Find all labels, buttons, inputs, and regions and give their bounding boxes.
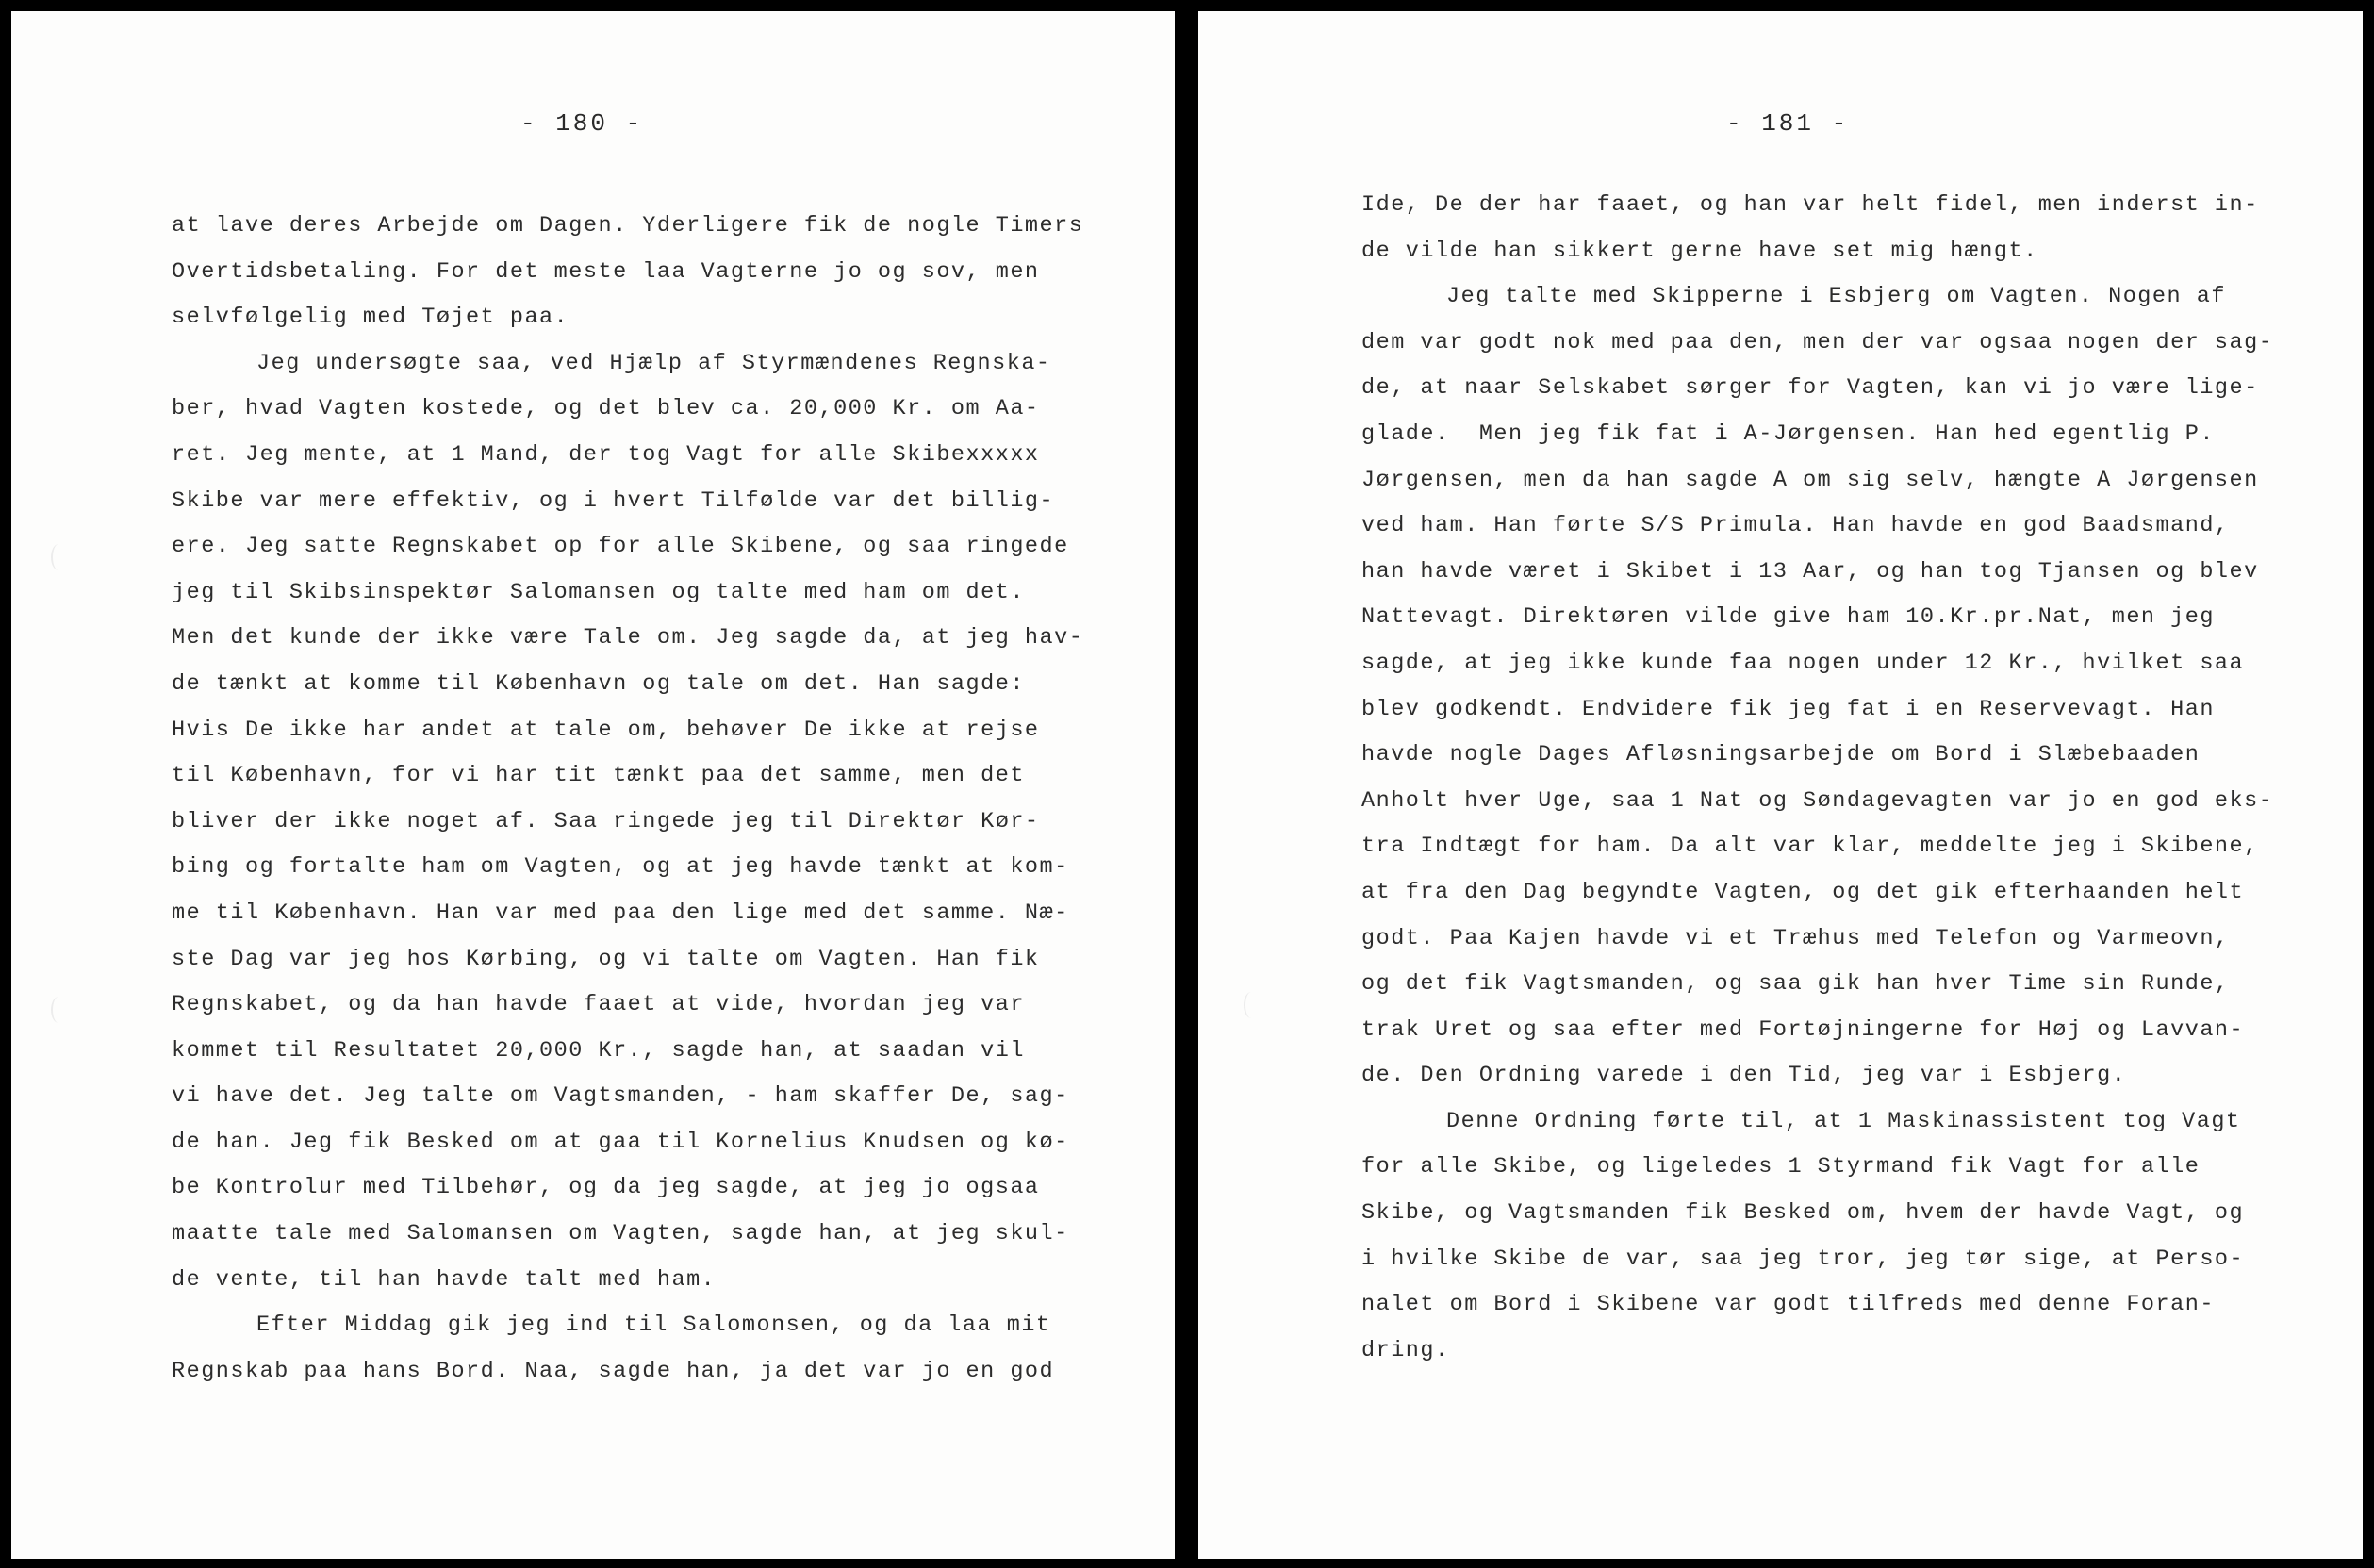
text-line: ere. Jeg satte Regnskabet op for alle Skibene, og saa ringede [172, 534, 1069, 560]
text-line: maatte tale med Salomansen om Vagten, sagde han, at jeg skul- [172, 1221, 1069, 1247]
text-line: Efter Middag gik jeg ind til Salomonsen, og da laa mit [256, 1312, 1051, 1339]
text-line: ved ham. Han førte S/S Primula. Han havde en god Baadsmand, [1361, 513, 2230, 539]
text-line: bing og fortalte ham om Vagten, og at jeg havde tænkt at kom- [172, 854, 1069, 881]
text-line: Regnskabet, og da han havde faaet at vide, hvordan jeg var [172, 992, 1025, 1018]
text-line: Jørgensen, men da han sagde A om sig selv, hængte A Jørgensen [1361, 467, 2259, 493]
text-line: til København, for vi har tit tænkt paa det samme, men det [172, 763, 1025, 789]
text-line: bliver der ikke noget af. Saa ringede jeg til Direktør Kør- [172, 808, 1040, 834]
page-number: - 180 - [520, 109, 644, 138]
page-body-text [1361, 183, 2314, 1374]
text-line: glade. Men jeg fik fat i A-Jørgensen. Han hed egentlig P. [1361, 421, 2215, 447]
text-line: de han. Jeg fik Besked om at gaa til Kornelius Knudsen og kø- [172, 1129, 1069, 1155]
text-line: de. Den Ordning varede i den Tid, jeg var i Esbjerg. [1361, 1063, 2127, 1089]
text-line: ste Dag var jeg hos Kørbing, og vi talte om Vagten. Han fik [172, 946, 1040, 972]
text-line: vi have det. Jeg talte om Vagtsmanden, - ham skaffer De, sag- [172, 1083, 1069, 1110]
text-line: Skibe var mere effektiv, og i hvert Tilfølde var det billig- [172, 487, 1055, 514]
text-line: Jeg talte med Skipperne i Esbjerg om Vagten. Nogen af [1446, 284, 2226, 310]
page-body-text [172, 204, 1114, 1395]
text-line: Jeg undersøgte saa, ved Hjælp af Styrmændenes Regnska- [256, 350, 1051, 376]
text-line: dem var godt nok med paa den, men der var ogsaa nogen der sag- [1361, 329, 2274, 355]
text-line: godt. Paa Kajen havde vi et Træhus med Telefon og Varmeovn, [1361, 925, 2230, 951]
document-page-right [1198, 11, 2363, 1559]
text-line: de tænkt at komme til København og tale om det. Han sagde: [172, 670, 1025, 697]
paper-crease-mark [51, 997, 66, 1023]
text-line: sagde, at jeg ikke kunde faa nogen under 12 Kr., hvilket saa [1361, 650, 2245, 676]
text-line: han havde været i Skibet i 13 Aar, og han tog Tjansen og blev [1361, 558, 2259, 585]
text-line: be Kontrolur med Tilbehør, og da jeg sagde, at jeg jo ogsaa [172, 1175, 1040, 1201]
text-line: me til København. Han var med paa den lige med det samme. Næ- [172, 900, 1069, 926]
document-page-left [11, 11, 1175, 1559]
text-line: jeg til Skibsinspektør Salomansen og talte med ham om det. [172, 579, 1025, 605]
text-line: de, at naar Selskabet sørger for Vagten, kan vi jo være lige- [1361, 375, 2259, 402]
text-line: kommet til Resultatet 20,000 Kr., sagde han, at saadan vil [172, 1037, 1025, 1064]
text-line: i hvilke Skibe de var, saa jeg tror, jeg tør sige, at Perso- [1361, 1246, 2245, 1272]
text-line: ber, hvad Vagten kostede, og det blev ca. 20,000 Kr. om Aa- [172, 396, 1040, 422]
text-line: blev godkendt. Endvidere fik jeg fat i en Reservevagt. Han [1361, 696, 2215, 722]
text-line: Ide, De der har faaet, og han var helt fidel, men inderst in- [1361, 192, 2259, 218]
text-line: Regnskab paa hans Bord. Naa, sagde han, ja det var jo en god [172, 1358, 1055, 1384]
text-line: Denne Ordning førte til, at 1 Maskinassistent tog Vagt [1446, 1108, 2241, 1134]
text-line: trak Uret og saa efter med Fortøjningerne for Høj og Lavvan- [1361, 1016, 2245, 1043]
text-line: at lave deres Arbejde om Dagen. Yderligere fik de nogle Timers [172, 213, 1084, 239]
text-line: de vente, til han havde talt med ham. [172, 1266, 717, 1293]
text-line: havde nogle Dages Afløsningsarbejde om Bord i Slæbebaaden [1361, 742, 2201, 768]
text-line: selvfølgelig med Tøjet paa. [172, 305, 569, 331]
text-line: at fra den Dag begyndte Vagten, og det gik efterhaanden helt [1361, 879, 2245, 905]
text-line: ret. Jeg mente, at 1 Mand, der tog Vagt for alle Skibexxxxx [172, 441, 1040, 468]
text-line: de vilde han sikkert gerne have set mig hængt. [1361, 238, 2038, 264]
text-line: Men det kunde der ikke være Tale om. Jeg sagde da, at jeg hav- [172, 625, 1084, 652]
text-line: Hvis De ikke har andet at tale om, behøver De ikke at rejse [172, 717, 1040, 743]
text-line: Skibe, og Vagtsmanden fik Besked om, hvem der havde Vagt, og [1361, 1200, 2245, 1227]
text-line: dring. [1361, 1337, 1450, 1363]
paper-crease-mark [51, 544, 66, 570]
text-line: og det fik Vagtsmanden, og saa gik han hver Time sin Runde, [1361, 971, 2230, 998]
text-line: for alle Skibe, og ligeledes 1 Styrmand fik Vagt for alle [1361, 1154, 2201, 1180]
text-line: Anholt hver Uge, saa 1 Nat og Søndagevagten var jo en god eks- [1361, 787, 2274, 814]
text-line: tra Indtægt for ham. Da alt var klar, meddelte jeg i Skibene, [1361, 834, 2259, 860]
page-number: - 181 - [1726, 109, 1850, 138]
text-line: Nattevagt. Direktøren vilde give ham 10.Kr.pr.Nat, men jeg [1361, 604, 2215, 631]
paper-crease-mark [1244, 992, 1259, 1018]
text-line: Overtidsbetaling. For det meste laa Vagterne jo og sov, men [172, 258, 1040, 285]
text-line: nalet om Bord i Skibene var godt tilfreds med denne Foran- [1361, 1292, 2215, 1318]
